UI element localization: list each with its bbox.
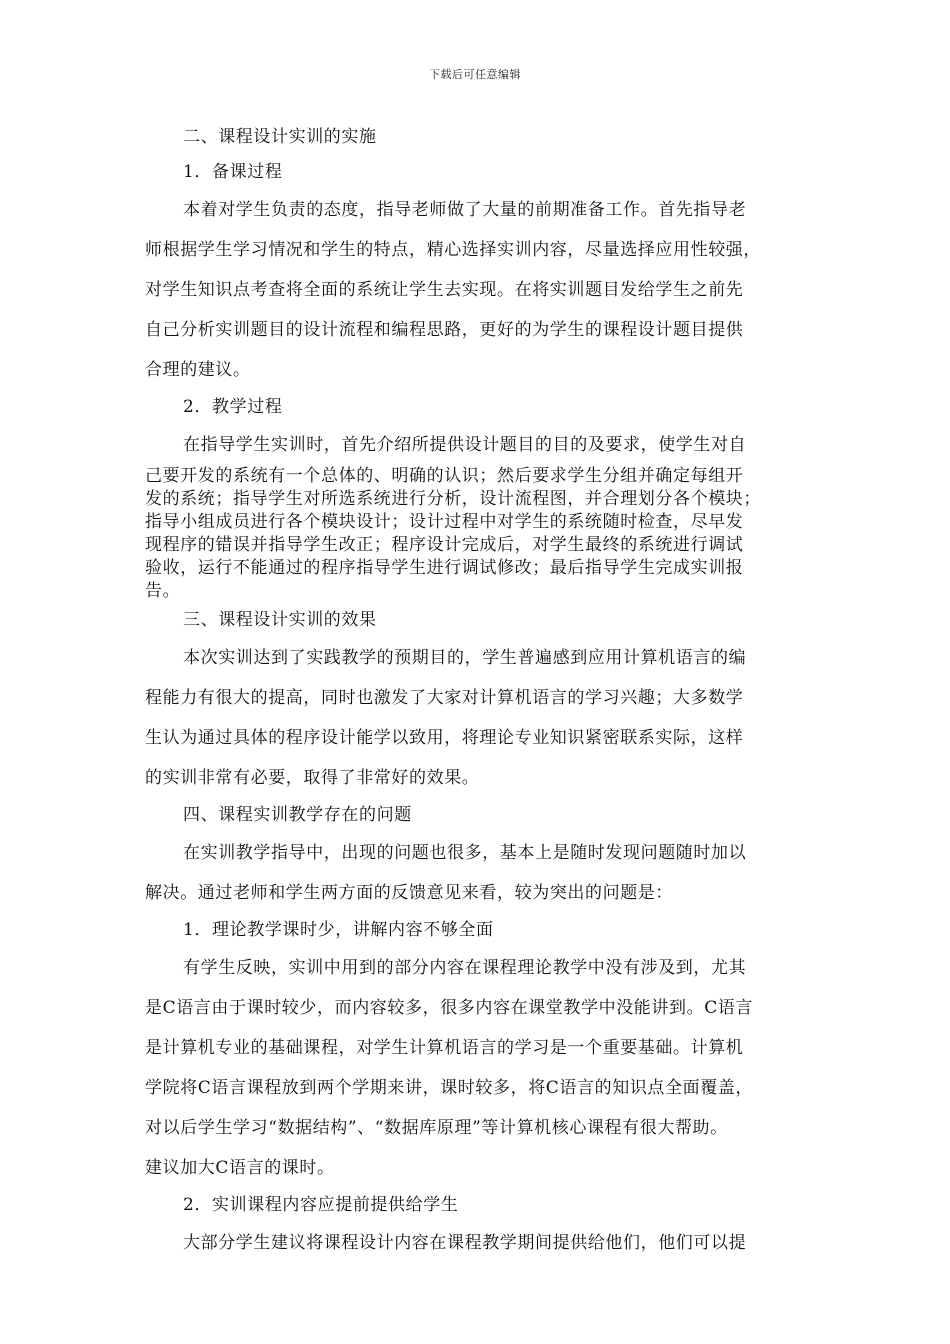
paragraph-line: 的实训非常有必要，取得了非常好的效果。 [145, 768, 480, 788]
page-header: 下载后可任意编辑 [429, 68, 521, 81]
paragraph-line: 在指导学生实训时，首先介绍所提供设计题目的目的及要求，使学生对自 [183, 435, 747, 455]
paragraph-line: 现程序的错误并指导学生改正；程序设计完成后，对学生最终的系统进行调试 [145, 535, 744, 555]
paragraph-line: 建议加大C语言的课时。 [145, 1158, 335, 1178]
paragraph-line: 学院将C语言课程放到两个学期来讲，课时较多，将C语言的知识点全面覆盖， [145, 1078, 754, 1098]
document-body [145, 120, 810, 1263]
paragraph-line: 师根据学生学习情况和学生的特点，精心选择实训内容，尽量选择应用性较强， [145, 240, 761, 260]
paragraph-line: 本着对学生负责的态度，指导老师做了大量的前期准备工作。首先指导老 [183, 200, 747, 220]
paragraph-line: 大部分学生建议将课程设计内容在课程教学期间提供给他们，他们可以提 [183, 1233, 747, 1253]
section-heading: 四、课程实训教学存在的问题 [183, 805, 412, 825]
paragraph-line: 生认为通过具体的程序设计能学以致用，将理论专业知识紧密联系实际，这样 [145, 728, 744, 748]
paragraph-line: 验收，运行不能通过的程序指导学生进行调试修改；最后指导学生完成实训报 [145, 558, 744, 578]
section-heading: 二、课程设计实训的实施 [183, 127, 377, 147]
paragraph-line: 对以后学生学习“数据结构”、“数据库原理”等计算机核心课程有很大帮助。 [145, 1118, 728, 1138]
paragraph-line: 本次实训达到了实践教学的预期目的，学生普遍感到应用计算机语言的编 [183, 648, 747, 668]
paragraph-line: 对学生知识点考查将全面的系统让学生去实现。在将实训题目发给学生之前先 [145, 280, 744, 300]
paragraph-line: 合理的建议。 [145, 360, 251, 380]
paragraph-line: 自己分析实训题目的设计流程和编程思路，更好的为学生的课程设计题目提供 [145, 320, 744, 340]
paragraph-line: 是C语言由于课时较少，而内容较多，很多内容在课堂教学中没能讲到。C语言 [145, 998, 754, 1018]
subsection-heading: 1．备课过程 [183, 162, 283, 182]
paragraph-line: 解决。通过老师和学生两方面的反馈意见来看，较为突出的问题是： [145, 883, 673, 903]
paragraph-line: 指导小组成员进行各个模块设计；设计过程中对学生的系统随时检查，尽早发 [145, 512, 744, 532]
section-heading: 三、课程设计实训的效果 [183, 610, 377, 630]
paragraph-line: 有学生反映，实训中用到的部分内容在课程理论教学中没有涉及到，尤其 [183, 958, 747, 978]
subsection-heading: 2．教学过程 [183, 397, 283, 417]
paragraph-line: 发的系统；指导学生对所选系统进行分析，设计流程图，并合理划分各个模块； [145, 489, 761, 509]
paragraph-line: 己要开发的系统有一个总体的、明确的认识；然后要求学生分组并确定每组开 [145, 466, 744, 486]
paragraph-line: 是计算机专业的基础课程，对学生计算机语言的学习是一个重要基础。计算机 [145, 1038, 744, 1058]
paragraph-line: 告。 [145, 581, 181, 601]
paragraph-line: 程能力有很大的提高，同时也激发了大家对计算机语言的学习兴趣；大多数学 [145, 688, 744, 708]
subsection-heading: 2．实训课程内容应提前提供给学生 [183, 1195, 459, 1215]
subsection-heading: 1．理论教学课时少，讲解内容不够全面 [183, 920, 494, 940]
paragraph-line: 在实训教学指导中，出现的问题也很多，基本上是随时发现问题随时加以 [183, 843, 747, 863]
